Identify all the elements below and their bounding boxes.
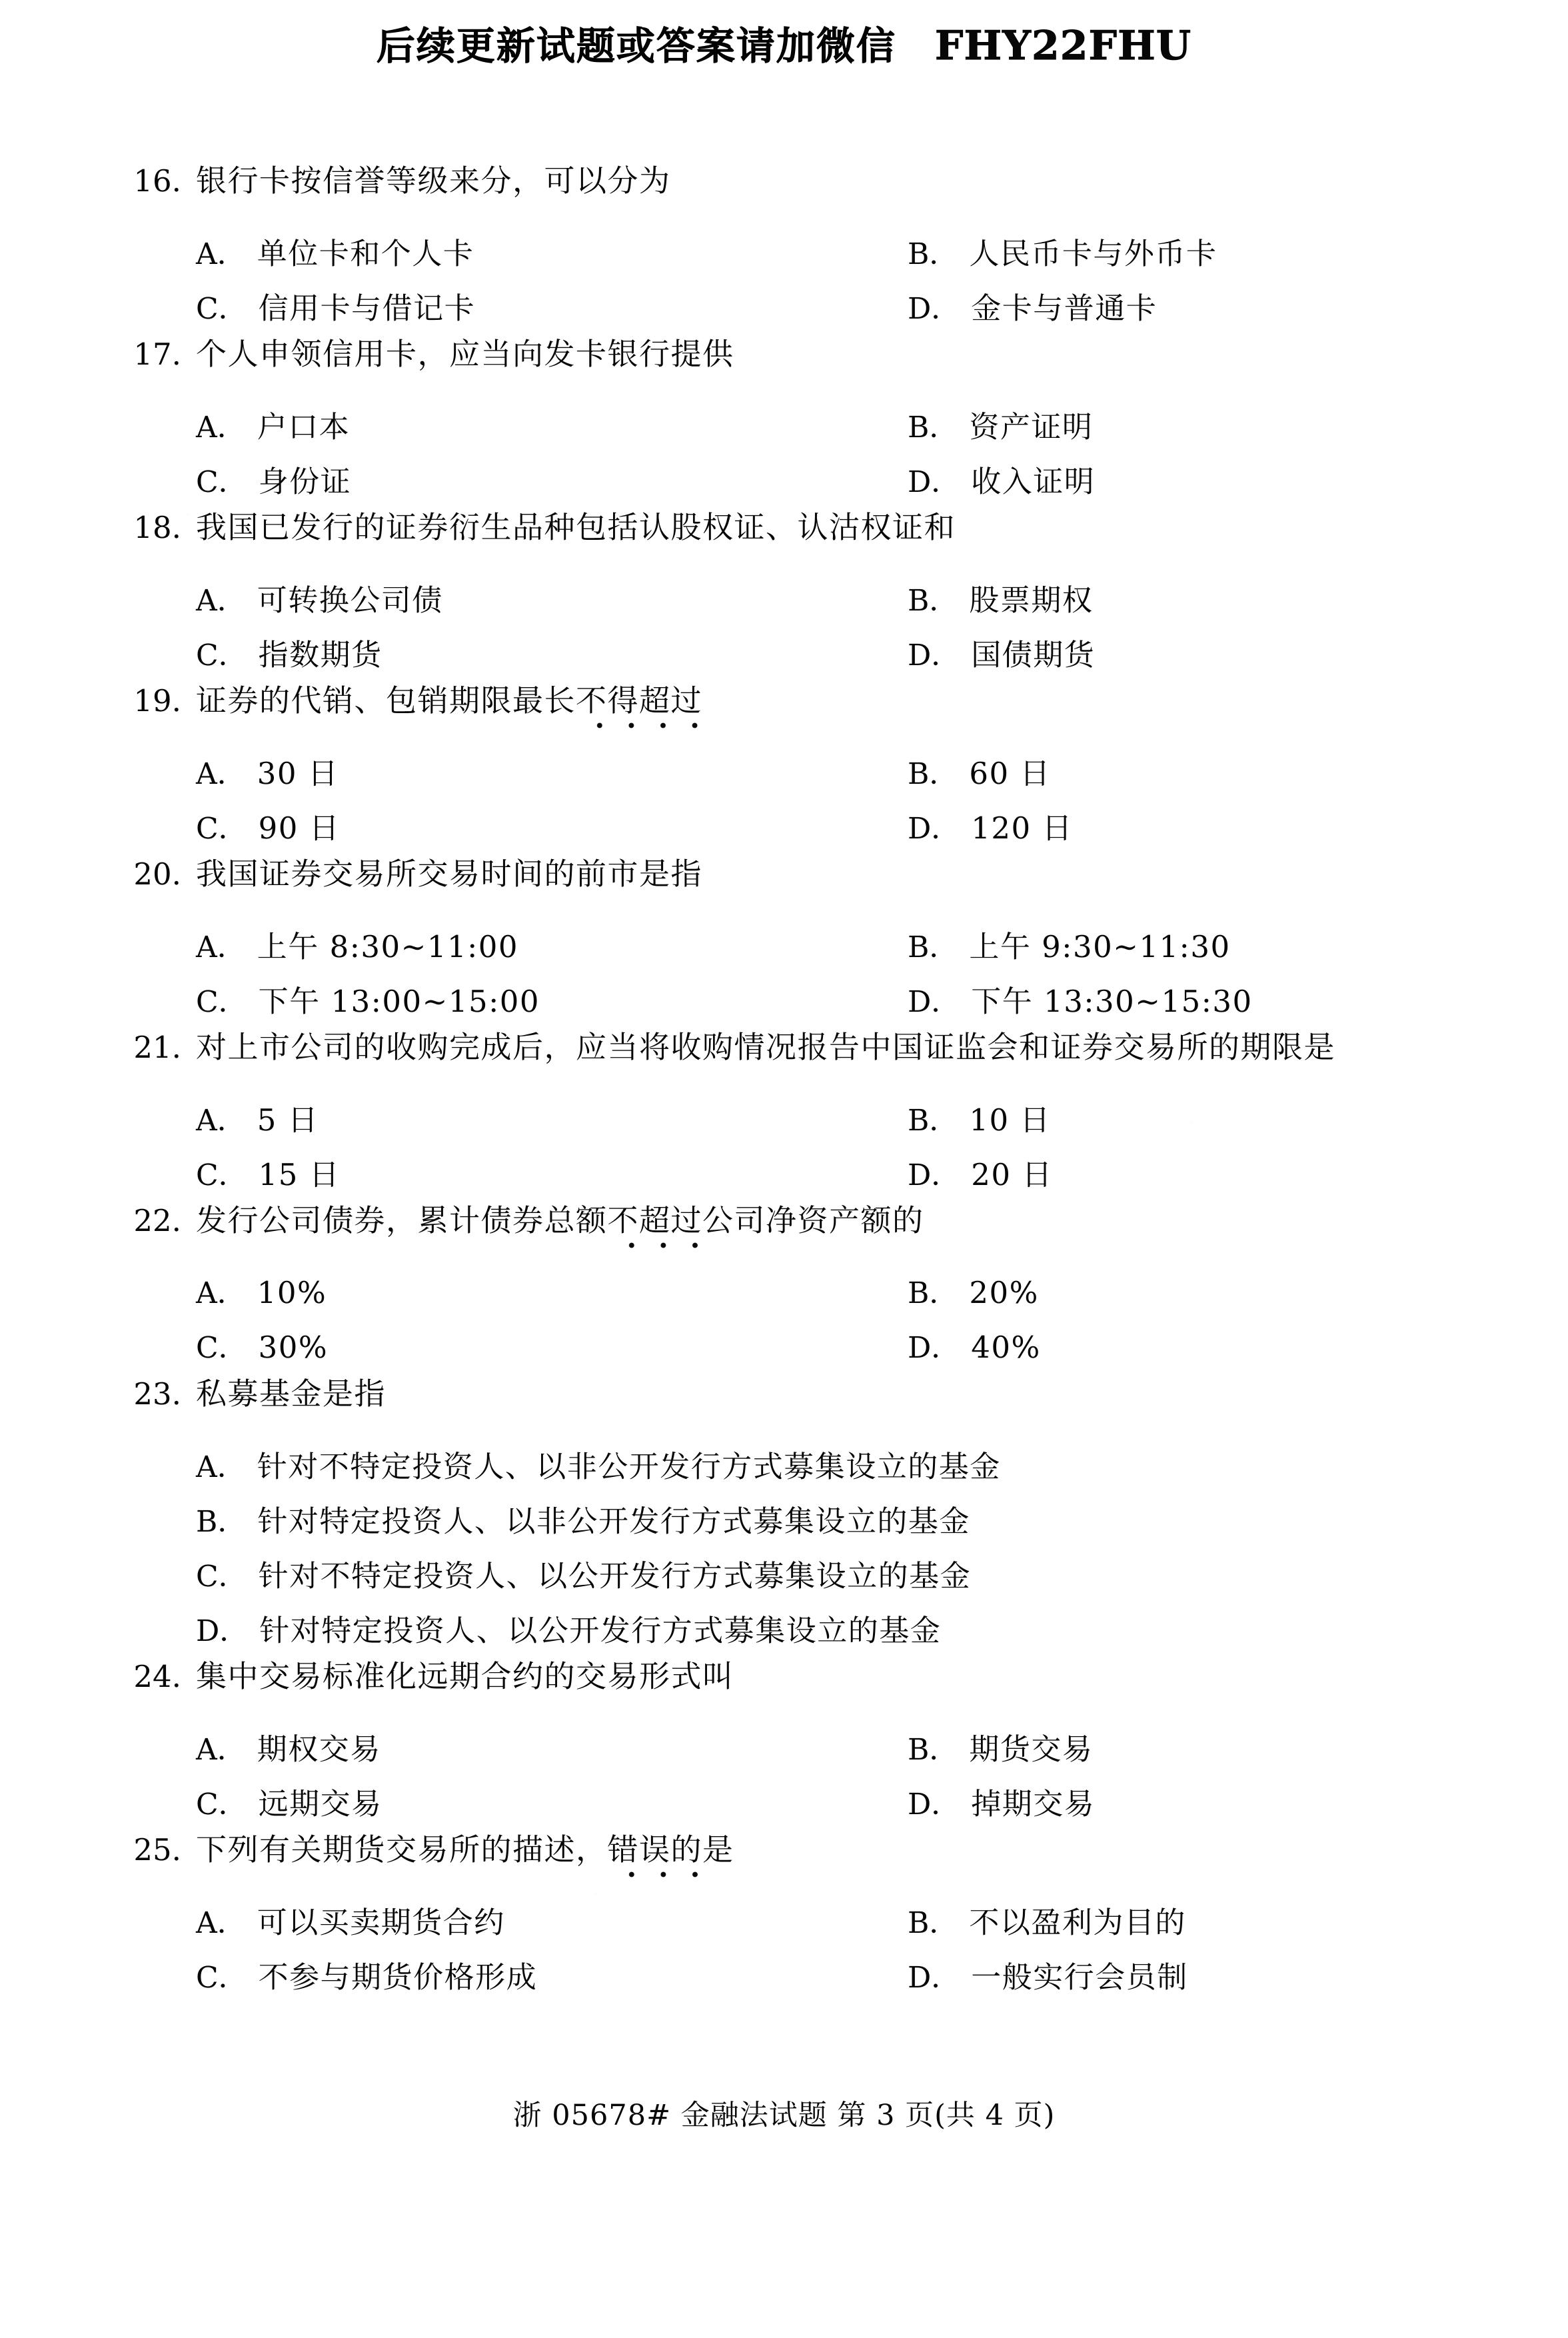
question-text: [196, 336, 734, 372]
question-text: [196, 1658, 734, 1694]
answer-option[interactable]: [908, 1150, 1053, 1194]
question-item: [124, 682, 1463, 858]
answer-option[interactable]: [196, 1552, 971, 1595]
question-text-head: 对上市公司的收购完成后，应当将收购情况报告中国证监会和证券交易所的期限是: [196, 1029, 1335, 1065]
option-letter: B．: [908, 1906, 959, 1940]
question-text-tail: 是: [702, 1831, 734, 1867]
answer-option[interactable]: [196, 1150, 908, 1194]
question-text: [196, 682, 702, 718]
option-letter: C．: [196, 638, 248, 672]
answer-option[interactable]: [196, 403, 908, 446]
question-text-head: 发行公司债券，累计债券总额: [196, 1202, 608, 1238]
answer-option[interactable]: [196, 1096, 908, 1139]
question-item: [124, 1831, 1463, 2007]
answer-option[interactable]: [196, 749, 908, 792]
question-item: [124, 336, 1463, 512]
option-text: 针对不特定投资人、以公开发行方式募集设立的基金: [258, 1558, 972, 1594]
option-row: [124, 1953, 1463, 2007]
option-letter: C．: [196, 292, 248, 326]
option-text: 远期交易: [258, 1786, 383, 1821]
option-text: 15 日: [258, 1157, 341, 1192]
option-letter: D．: [908, 638, 961, 672]
answer-option[interactable]: [908, 229, 1217, 273]
question-item: [124, 1658, 1463, 1834]
question-stem: [124, 509, 1463, 576]
answer-option[interactable]: [196, 1779, 908, 1823]
answer-option[interactable]: [908, 804, 1073, 847]
option-row: [124, 1324, 1463, 1378]
page-header-watermark: [0, 15, 1568, 71]
answer-option[interactable]: [908, 922, 1231, 966]
option-row: [124, 922, 1463, 977]
option-row: [124, 1442, 1463, 1497]
question-text-head: 证券的代销、包销期限最长: [196, 682, 576, 718]
question-number: 21.: [133, 1030, 181, 1065]
question-number: 22.: [133, 1203, 181, 1238]
question-text: [196, 856, 702, 892]
option-letter: D．: [908, 985, 961, 1019]
option-text: 金卡与普通卡: [971, 291, 1158, 326]
question-list: [124, 165, 1463, 2007]
question-stem: [124, 1378, 1463, 1442]
question-number: 18.: [133, 510, 181, 545]
answer-option[interactable]: [908, 1269, 1039, 1312]
answer-option[interactable]: [908, 977, 1253, 1020]
option-row: [124, 630, 1463, 685]
option-text: 信用卡与借记卡: [258, 291, 476, 326]
answer-option[interactable]: [196, 229, 908, 273]
answer-option[interactable]: [908, 1953, 1188, 1996]
question-text: [196, 163, 671, 199]
answer-option[interactable]: [196, 1324, 908, 1366]
option-letter: A．: [196, 757, 247, 791]
option-text: 5 日: [257, 1102, 319, 1138]
answer-option[interactable]: [908, 1324, 1041, 1366]
option-text: 掉期交易: [971, 1786, 1096, 1821]
question-number: 19.: [133, 683, 181, 718]
option-text: 30%: [258, 1330, 329, 1365]
option-text: 人民币卡与外币卡: [969, 236, 1217, 271]
option-letter: B．: [908, 411, 959, 445]
answer-option[interactable]: [196, 1269, 908, 1312]
question-text: [196, 1831, 734, 1867]
option-letter: C．: [196, 1787, 248, 1821]
question-stem: [124, 1831, 1463, 1898]
question-number: 25.: [133, 1832, 181, 1867]
option-text: 国债期货: [971, 637, 1096, 672]
emphasized-phrase: 不超过: [607, 1202, 702, 1238]
answer-option[interactable]: [196, 1953, 908, 1996]
option-letter: D．: [908, 1961, 961, 1995]
option-row: [124, 1779, 1463, 1834]
option-row: [124, 576, 1463, 630]
option-text: 120 日: [971, 810, 1073, 846]
question-number: 23.: [133, 1376, 181, 1412]
option-letter: D．: [908, 1158, 961, 1192]
option-text: 20 日: [971, 1157, 1053, 1192]
question-text: [196, 1376, 386, 1412]
option-letter: B．: [908, 584, 959, 618]
option-text: 单位卡和个人卡: [257, 236, 474, 271]
answer-option[interactable]: [196, 804, 908, 847]
option-text: 20%: [969, 1275, 1039, 1310]
question-stem: [124, 682, 1463, 749]
answer-option[interactable]: [196, 1725, 908, 1768]
option-row: [124, 977, 1463, 1032]
option-letter: A．: [196, 237, 247, 271]
option-text: 10 日: [969, 1102, 1051, 1138]
answer-option[interactable]: [908, 284, 1157, 327]
option-letter: B．: [908, 1733, 959, 1767]
question-text-tail: 公司净资产额的: [702, 1202, 924, 1238]
option-row: [124, 749, 1463, 804]
option-text: 股票期权: [969, 583, 1094, 618]
answer-option[interactable]: [908, 630, 1095, 674]
watermark-wechat-id: FHY22FHU: [934, 23, 1192, 69]
answer-option[interactable]: [196, 1497, 970, 1540]
option-text: 期货交易: [969, 1732, 1094, 1767]
answer-option[interactable]: [908, 749, 1051, 792]
option-row: [124, 1552, 1463, 1606]
option-letter: A．: [196, 930, 247, 964]
option-text: 下午 13:30~15:30: [971, 984, 1253, 1019]
option-letter: A．: [196, 1276, 247, 1310]
question-number: 24.: [133, 1659, 181, 1694]
option-row: [124, 1497, 1463, 1552]
option-text: 可以买卖期货合约: [257, 1905, 505, 1940]
question-stem: [124, 1029, 1463, 1096]
answer-option[interactable]: [196, 1606, 941, 1650]
option-row: [124, 804, 1463, 858]
option-text: 户口本: [257, 409, 351, 445]
emphasized-phrase: 不得超过: [576, 682, 702, 718]
option-text: 90 日: [258, 810, 341, 846]
answer-option[interactable]: [908, 1725, 1093, 1768]
question-item: [124, 1378, 1463, 1661]
option-text: 针对特定投资人、以非公开发行方式募集设立的基金: [257, 1504, 970, 1539]
option-text: 下午 13:00~15:00: [258, 984, 540, 1019]
option-letter: C．: [196, 1560, 248, 1594]
answer-option[interactable]: [196, 457, 908, 501]
answer-option[interactable]: [196, 576, 908, 619]
option-letter: C．: [196, 812, 248, 846]
question-stem: [124, 1658, 1463, 1725]
option-text: 40%: [971, 1330, 1041, 1365]
question-item: [124, 858, 1463, 1032]
option-text: 收入证明: [971, 464, 1096, 499]
option-row: [124, 1269, 1463, 1324]
option-text: 身份证: [258, 464, 352, 499]
question-number: 20.: [133, 856, 181, 892]
option-row: [124, 1150, 1463, 1205]
option-row: [124, 1606, 1463, 1661]
option-letter: C．: [196, 985, 248, 1019]
option-letter: D．: [908, 1787, 961, 1821]
option-letter: B．: [908, 930, 959, 964]
option-text: 一般实行会员制: [971, 1959, 1188, 1995]
option-letter: A．: [196, 1450, 247, 1484]
option-letter: D．: [908, 292, 961, 326]
option-letter: B．: [196, 1505, 247, 1539]
question-item: [124, 1202, 1463, 1378]
question-stem: [124, 1202, 1463, 1269]
answer-option[interactable]: [908, 576, 1093, 619]
question-text-head: 银行卡按信誉等级来分，可以分为: [196, 163, 671, 199]
question-item: [124, 1029, 1463, 1205]
option-text: 期权交易: [257, 1732, 381, 1767]
answer-option[interactable]: [908, 457, 1095, 501]
question-stem: [124, 858, 1463, 922]
option-letter: A．: [196, 1733, 247, 1767]
option-letter: A．: [196, 1104, 247, 1138]
option-text: 60 日: [969, 756, 1051, 791]
question-text: [196, 509, 956, 545]
option-letter: B．: [908, 237, 959, 271]
question-text-head: 我国已发行的证券衍生品种包括认股权证、认沽权证和: [196, 509, 956, 545]
option-text: 不以盈利为目的: [969, 1905, 1186, 1940]
option-text: 上午 9:30~11:30: [969, 929, 1231, 964]
answer-option[interactable]: [908, 1898, 1186, 1941]
answer-option[interactable]: [196, 977, 908, 1020]
option-letter: D．: [908, 465, 961, 499]
option-row: [124, 1725, 1463, 1779]
option-text: 针对不特定投资人、以非公开发行方式募集设立的基金: [257, 1449, 1001, 1484]
question-text-head: 集中交易标准化远期合约的交易形式叫: [196, 1658, 734, 1694]
option-letter: D．: [908, 812, 961, 846]
option-text: 指数期货: [258, 637, 383, 672]
emphasized-phrase: 错误的: [607, 1831, 702, 1867]
option-text: 可转换公司债: [257, 583, 443, 618]
option-letter: A．: [196, 584, 247, 618]
question-stem: [124, 165, 1463, 229]
option-letter: A．: [196, 411, 247, 445]
option-letter: C．: [196, 465, 248, 499]
option-letter: D．: [196, 1614, 249, 1648]
option-text: 不参与期货价格形成: [258, 1959, 538, 1995]
answer-option[interactable]: [196, 1442, 1001, 1486]
option-text: 资产证明: [969, 409, 1094, 445]
answer-option[interactable]: [196, 284, 908, 327]
answer-option[interactable]: [196, 1898, 908, 1941]
question-text-head: 我国证券交易所交易时间的前市是指: [196, 856, 702, 892]
question-text: [196, 1202, 924, 1238]
option-letter: B．: [908, 1104, 959, 1138]
answer-option[interactable]: [908, 1096, 1051, 1139]
option-row: [124, 457, 1463, 512]
question-item: [124, 165, 1463, 339]
option-letter: B．: [908, 757, 959, 791]
question-item: [124, 509, 1463, 685]
option-row: [124, 284, 1463, 339]
option-row: [124, 1096, 1463, 1150]
page-footer: 浙 05678# 金融法试题 第 3 页(共 4 页): [512, 2099, 1056, 2132]
answer-option[interactable]: [908, 1779, 1095, 1823]
option-text: 10%: [257, 1275, 327, 1310]
question-text-head: 下列有关期货交易所的描述，: [196, 1831, 608, 1867]
question-text-head: 个人申领信用卡，应当向发卡银行提供: [196, 336, 734, 372]
question-text-head: 私募基金是指: [196, 1376, 386, 1412]
watermark-chinese-text: 后续更新试题或答案请加微信: [376, 23, 896, 69]
option-row: [124, 403, 1463, 457]
answer-option[interactable]: [908, 403, 1093, 446]
answer-option[interactable]: [196, 630, 908, 674]
option-letter: D．: [908, 1331, 961, 1365]
option-text: 针对特定投资人、以公开发行方式募集设立的基金: [259, 1613, 942, 1648]
option-text: 30 日: [257, 756, 339, 791]
option-row: [124, 229, 1463, 284]
question-number: 16.: [133, 163, 181, 199]
option-text: 上午 8:30~11:00: [257, 929, 519, 964]
option-row: [124, 1898, 1463, 1953]
option-letter: C．: [196, 1158, 248, 1192]
question-text: [196, 1029, 1335, 1065]
question-stem: [124, 336, 1463, 403]
option-letter: B．: [908, 1276, 959, 1310]
option-letter: A．: [196, 1906, 247, 1940]
question-number: 17.: [133, 337, 181, 372]
answer-option[interactable]: [196, 922, 908, 966]
option-letter: C．: [196, 1331, 248, 1365]
option-letter: C．: [196, 1961, 248, 1995]
